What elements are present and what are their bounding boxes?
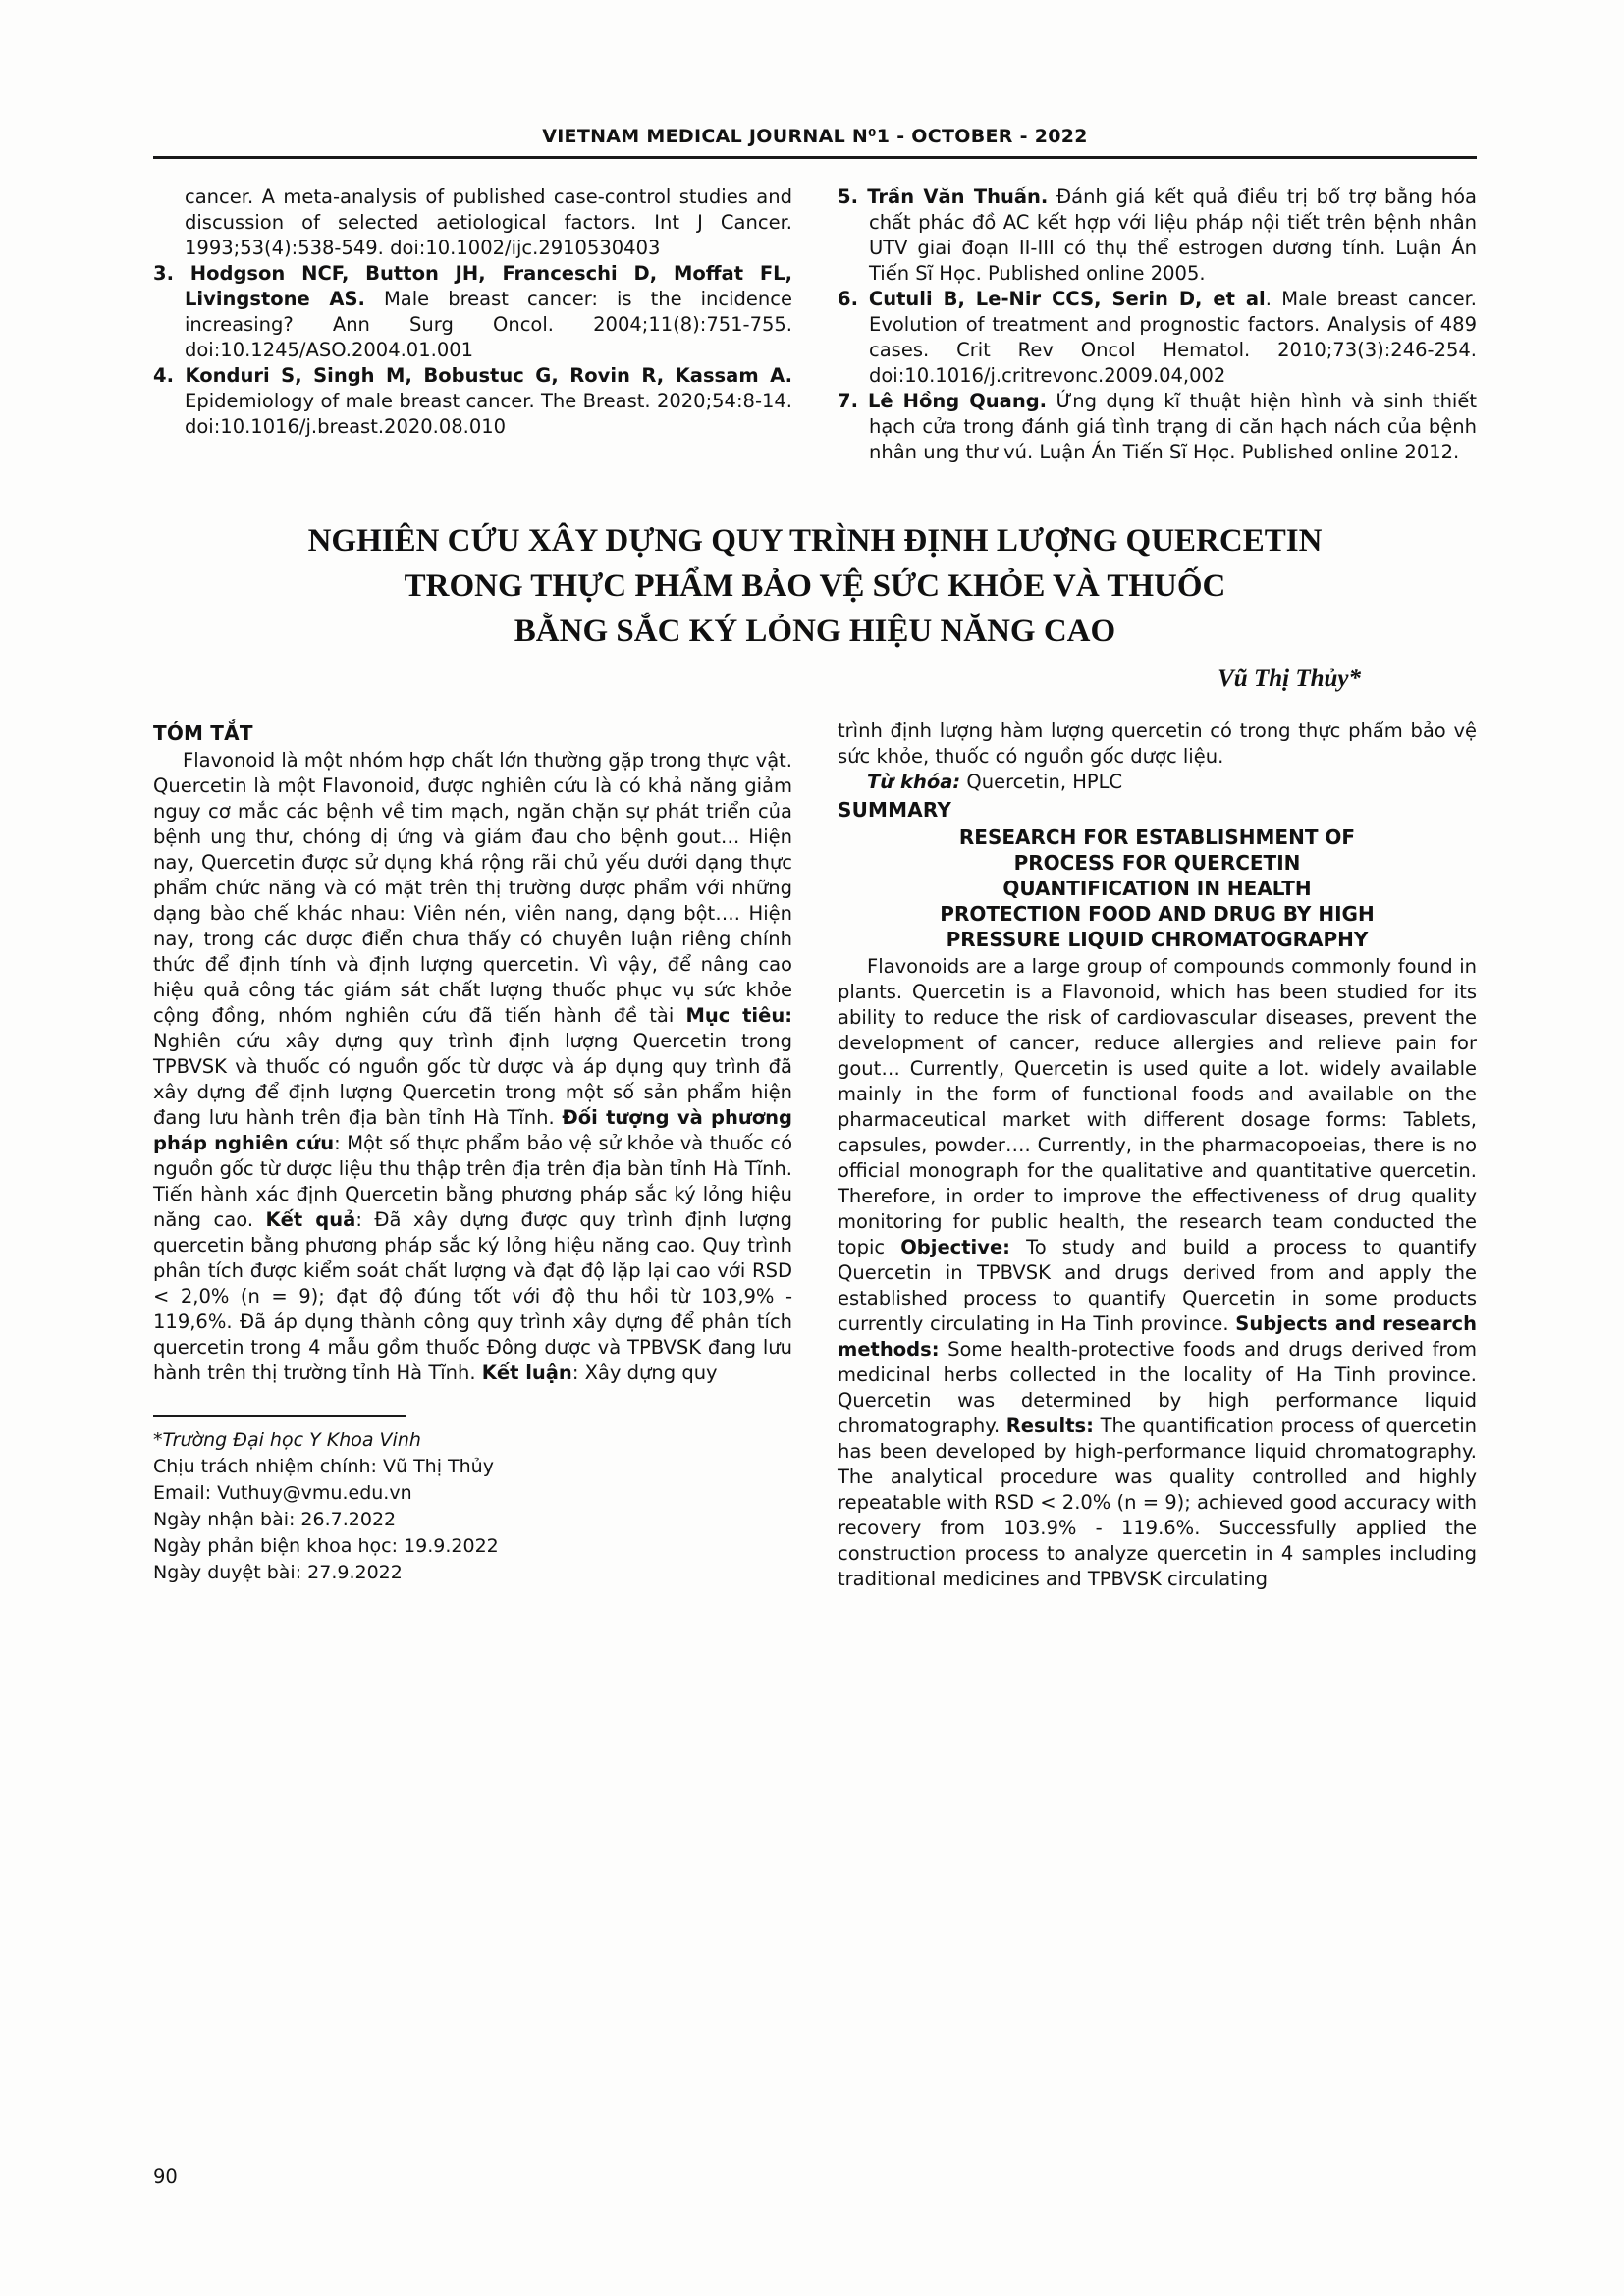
footnote-block — [153, 1415, 792, 1586]
summary-subtitle-line-4: PROTECTION FOOD AND DRUG BY HIGH — [940, 902, 1375, 926]
left-column — [153, 719, 792, 1592]
reference-item-6: 6. Cutuli B, Le-Nir CCS, Serin D, et al. Male breast cancer. Evolution of treatment and prognostic factors. Analysis of 489 cases. Crit Rev Oncol Hematol. 2010;73(3):246-254. doi:10.1016/j.critrevonc.2009.04,002 — [838, 288, 1478, 387]
article-title — [153, 518, 1477, 654]
footnote-received-date: Ngày nhận bài: 26.7.2022 — [153, 1509, 397, 1530]
reference-item-3: 3. Hodgson NCF, Button JH, Franceschi D, Moffat FL, Livingstone AS. Male breast cancer: is the incidence increasing? Ann Surg Oncol. 2004;11(8):751-755. doi:10.1245/ASO.2004.01.001 — [153, 262, 792, 361]
summary-paragraph: Flavonoids are a large group of compounds commonly found in plants. Quercetin is a Flavonoid, which has been studied for its ability to reduce the risk of cardiovascular diseases, prevent the development of cancer, reduce allergies and relieve pain for gout… Currently, Quercetin is used quite a lot. widely available mainly in the form of functional foods and available on the pharmaceutical market with different dosage forms: Tablets, capsules, powder…. Currently, in the pharmacopoeias, there is no official monograph for the qualitative and quantitative quercetin. Therefore, in order to improve the effectiveness of drug quality monitoring for public health, the research team conducted the topic Objective: To study and build a process to quantify Quercetin in TPBVSK and drugs derived from and apply the established process to quantify Quercetin in some products currently circulating in Ha Tinh province. Subjects and research methods: Some health-protective foods and drugs derived from medicinal herbs collected in the locality of Ha Tinh province. Quercetin was determined by high performance liquid chromatography. Results: The quantification process of quercetin has been developed by high-performance liquid chromatography. The analytical procedure was quality controlled and highly repeatable with RSD < 2.0% (n = 9); achieved good accuracy with recovery from 103.9% - 119.6%. Successfully applied the construction process to analyze quercetin in 4 samples including traditional medicines and TPBVSK circulating — [838, 955, 1477, 1590]
page-number: 90 — [153, 2165, 178, 2188]
article-title-line-1: NGHIÊN CỨU XÂY DỰNG QUY TRÌNH ĐỊNH LƯỢNG QUERCETIN — [307, 523, 1323, 559]
footnote-review-date: Ngày phản biện khoa học: 19.9.2022 — [153, 1535, 499, 1557]
references-section — [153, 185, 1477, 465]
summary-heading: SUMMARY — [838, 798, 952, 822]
summary-subtitle-line-3: QUANTIFICATION IN HEALTH — [1002, 877, 1312, 900]
article-title-block — [153, 518, 1477, 693]
reference-item-5: 5. Trần Văn Thuấn. Đánh giá kết quả điều trị bổ trợ bằng hóa chất phác đồ AC kết hợp với liệu pháp nội tiết trên bệnh nhân UTV giai đoạn II-III có thụ thể estrogen dương tính. Luận Án Tiến Sĩ Học. Published online 2005. — [838, 186, 1477, 285]
summary-subtitle — [855, 825, 1459, 952]
footnote-email: Email: Vuthuy@vmu.edu.vn — [153, 1482, 412, 1504]
footnote-responsible: Chịu trách nhiệm chính: Vũ Thị Thủy — [153, 1456, 494, 1477]
reference-item-7: 7. Lê Hồng Quang. Ứng dụng kĩ thuật hiện hình và sinh thiết hạch cửa trong đánh giá tình trạng di căn hạch nách của bệnh nhân ung thư vú. Luận Án Tiến Sĩ Học. Published online 2012. — [838, 390, 1477, 463]
article-title-line-3: BẰNG SẮC KÝ LỎNG HIỆU NĂNG CAO — [514, 614, 1116, 649]
references-right-column — [838, 185, 1477, 465]
journal-header — [153, 126, 1477, 159]
footnote-accepted-date: Ngày duyệt bài: 27.9.2022 — [153, 1562, 403, 1583]
author-name: Vũ Thị Thủy* — [1218, 666, 1361, 692]
reference-item-4: 4. Konduri S, Singh M, Bobustuc G, Rovin R, Kassam A. Epidemiology of male breast cancer. The Breast. 2020;54:8-14. doi:10.1016/j.breast.2020.08.010 — [153, 364, 792, 438]
abstract-paragraph: Flavonoid là một nhóm hợp chất lớn thường gặp trong thực vật. Quercetin là một Flavonoid, được nghiên cứu là có khả năng giảm nguy cơ mắc các bệnh về tim mạch, ngăn chặn sự phát triển của bệnh ung thư, chóng dị ứng và giảm đau cho bệnh gout… Hiện nay, Quercetin được sử dụng khá rộng rãi chủ yếu dưới dạng thực phẩm chức năng và có mặt trên thị trường dược phẩm với những dạng bào chế khác nhau: Viên nén, viên nang, dạng bột…. Hiện nay, trong các dược điển chưa thấy có chuyên luận riêng chính thức để định tính và định lượng quercetin. Vì vậy, để nâng cao hiệu quả công tác giám sát chất lượng thuốc phục vụ sức khỏe cộng đồng, nhóm nghiên cứu đã tiến hành đề tài Mục tiêu: Nghiên cứu xây dựng quy trình định lượng Quercetin trong TPBVSK và thuốc có nguồn gốc từ dược và áp dụng quy trình đã xây dựng để định lượng Quercetin trong một số sản phẩm hiện đang lưu hành trên địa bàn tỉnh Hà Tĩnh. Đối tượng và phương pháp nghiên cứu: Một số thực phẩm bảo vệ sử khỏe và thuốc có nguồn gốc từ dược liệu thu thập trên địa trên địa bàn tỉnh Hà Tĩnh. Tiến hành xác định Quercetin bằng phương pháp sắc ký lỏng hiệu năng cao. Kết quả: Đã xây dựng được quy trình định lượng quercetin bằng phương pháp sắc ký lỏng hiệu năng cao. Quy trình phân tích được kiểm soát chất lượng và đạt độ lặp lại cao với RSD < 2,0% (n = 9); đạt độ đúng tốt với độ thu hồi từ 103,9% - 119,6%. Đã áp dụng thành công quy trình xây dựng để phân tích quercetin trong 4 mẫu gồm thuốc Đông dược và TPBVSK đang lưu hành trên thị trường tỉnh Hà Tĩnh. Kết luận: Xây dựng quy — [153, 749, 793, 1384]
journal-header-title: VIETNAM MEDICAL JOURNAL N⁰1 - OCTOBER - 2022 — [542, 126, 1088, 147]
footnote-affiliation: *Trường Đại học Y Khoa Vinh — [153, 1429, 421, 1451]
references-left-column — [153, 185, 792, 465]
right-column — [838, 719, 1477, 1592]
article-body — [153, 719, 1477, 1592]
summary-subtitle-line-2: PROCESS FOR QUERCETIN — [1013, 851, 1301, 875]
footnote-divider — [153, 1415, 406, 1417]
abstract-continuation-paragraph: trình định lượng hàm lượng quercetin có trong thực phẩm bảo vệ sức khỏe, thuốc có nguồn gốc dược liệu. — [838, 720, 1477, 768]
article-title-line-2: TRONG THỰC PHẨM BẢO VỆ SỨC KHỎE VÀ THUỐC — [404, 568, 1226, 604]
reference-item-continuation: cancer. A meta-analysis of published case-control studies and discussion of selected aetiological factors. Int J Cancer. 1993;53(4):538-549. doi:10.1002/ijc.2910530403 — [185, 186, 792, 259]
keywords-line: Từ khóa: Quercetin, HPLC — [867, 771, 1123, 793]
summary-subtitle-line-1: RESEARCH FOR ESTABLISHMENT OF — [958, 826, 1356, 849]
summary-subtitle-line-5: PRESSURE LIQUID CHROMATOGRAPHY — [946, 928, 1369, 951]
abstract-heading: TÓM TẮT — [153, 721, 253, 745]
